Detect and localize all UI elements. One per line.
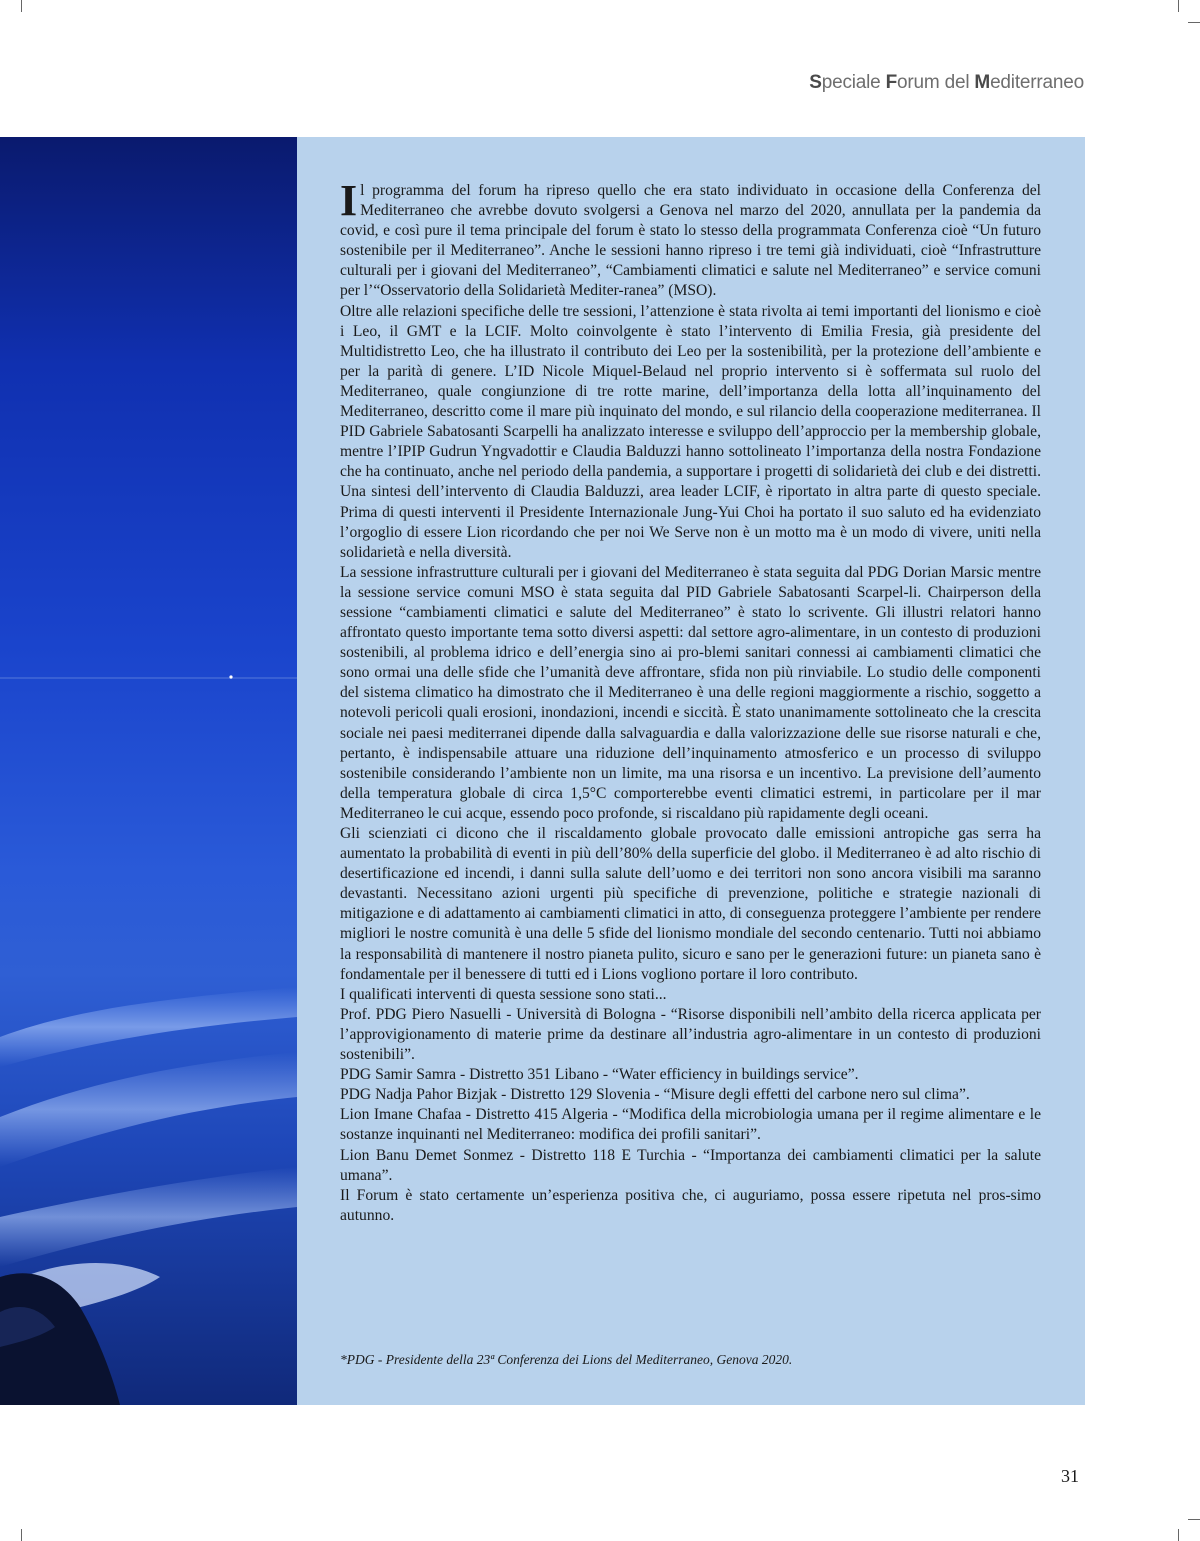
article-body [340, 176, 1041, 1226]
crop-mark [1178, 1529, 1179, 1541]
header-text: peciale [821, 72, 886, 93]
article-paragraph: Oltre alle relazioni specifiche delle tre sessioni, l’attenzione è stata rivolta ai temi importanti del lionismo e cioè i Leo, il GMT e la LCIF. Molto coinvolgente è stato l’intervento di Emilia Fresia, già presidente del Multidistretto Leo, che ha illustrato il contributo dei Leo per la sostenibilità, per la protezione dell’ambiente e per la parità di genere. L’ID Nicole Miquel-Belaud nel proprio intervento si è soffermata sul ruolo del Mediterraneo, quale congiunzione di tre rotte marine, dell’importanza della lotta all’inquinamento del Mediterraneo, descritto come il mare più inquinato del mondo, e sul rilancio della cooperazione mediterranea. Il PID Gabriele Sabatosanti Scarpelli ha analizzato interesse e sviluppo dell’approccio per la membership globale, mentre l’IPIP Gudrun Yngvadottir e Claudia Balduzzi hanno sottolineato l’importanza della nostra Fondazione che ha continuato, anche nel periodo della pandemia, a supportare i progetti di solidarietà dei club e dei distretti. Una sintesi dell’intervento di Claudia Balduzzi, area leader LCIF, è riportato in altra parte di questo speciale. Prima di questi interventi il Presidente Internazionale Jung-Yui Choi ha portato il suo saluto ed ha evidenziato l’orgoglio di essere Lion ricordando che per noi We Serve non è un motto ma è un modo di vivere, uniti nella solidarietà e nella diversità. [340, 302, 1041, 561]
speaker-entry: PDG Samir Samra - Distretto 351 Libano - “Water efficiency in buildings service”. [340, 1066, 859, 1084]
header-cap: F [885, 72, 898, 93]
running-header [809, 72, 1084, 94]
article-paragraph: La sessione infrastrutture culturali per i giovani del Mediterraneo è stata seguita dal PDG Dorian Marsic mentre la sessione service comuni MSO è stata seguita dal PID Gabriele Sabatosanti Scarpel-li. Chairperson della sessione “cambiamenti climatici e salute del Mediterraneo” è stato lo scrivente. Gli illustri relatori hanno affrontato questo importante tema sotto diversi aspetti: dal settore agro-alimentare, in un contesto di produzioni sostenibili, al problema idrico e dell’energia sino ai pro-blemi sanitari connessi ai cambiamenti climatici che sono ormai una delle sfide che l’umanità deve affrontare, sfida non più rinviabile. Lo studio delle componenti del sistema climatico ha dimostrato che il Mediterraneo è una delle regioni maggiormente a rischio, soggetto a notevoli pericoli quali erosioni, inondazioni, incendi e siccità. È stato unanimamente sottolineato che la crescita sociale nei paesi mediterranei dipende dalla salvaguardia e dalla valorizzazione delle sue risorse naturali e che, pertanto, è indispensabile attuare una riduzione dell’inquinamento atmosferico e un processo di sviluppo sostenibile considerando l’ambiente non un limite, ma una risorsa e un incentivo. La previsione dell’aumento della temperatura globale di circa 1,5°C comporterebbe eventi climatici estremi, in particolare per il mar Mediterraneo le cui acque, essendo poco profonde, si riscaldano più rapidamente degli oceani. [340, 563, 1041, 822]
article-paragraph: Il Forum è stato certamente un’esperienza positiva che, ci auguriamo, possa essere ripetuta nel pros-simo autunno. [340, 1186, 1041, 1224]
speaker-entry: PDG Nadja Pahor Bizjak - Distretto 129 Slovenia - “Misure degli effetti del carbone nero sul clima”. [340, 1086, 970, 1104]
crop-mark [21, 0, 22, 12]
speaker-entry: Lion Imane Chafaa - Distretto 415 Algeria - “Modifica della microbiologia umana per il regime alimentare e le sostanze inquinanti nel Mediterraneo: modifica dei profili sanitari”. [340, 1106, 1041, 1144]
crop-mark [1188, 22, 1200, 23]
paragraph-text: l programma del forum ha ripreso quello che era stato individuato in occasione della Conferenza del Mediterraneo che avrebbe dovuto svolgersi a Genova nel marzo del 2020, annullata per la pandemia da covid, e così pure il tema principale del forum è stato lo stesso della programmata Conferenza cioè “Un futuro sostenibile per il Mediterraneo”. Anche le sessioni hanno ripreso i tre temi già individuati, cioè “Infrastrutture culturali per i giovani del Mediterraneo”, “Cambiamenti climatici e salute nel Mediterraneo” e service comuni per l’“Osservatorio della Solidarietà Mediter-ranea” (MSO). [340, 182, 1041, 300]
crop-mark [1178, 0, 1179, 12]
page-number: 31 [1061, 1466, 1079, 1486]
author-footnote: *PDG - Presidente della 23ª Conferenza dei Lions del Mediterraneo, Genova 2020. [340, 1352, 793, 1367]
header-text: orum del [897, 72, 975, 93]
header-cap: M [974, 72, 991, 93]
sea-photo [0, 137, 297, 1405]
crop-mark [21, 1529, 22, 1541]
speaker-entry: Prof. PDG Piero Nasuelli - Università di Bologna - “Risorse disponibili nell’ambito della ricerca applicata per l’approvigionamento di materie prime da destinare all’industria agro-alimentare in un contesto di produzioni sostenibili”. [340, 1005, 1041, 1064]
article-paragraph: Gli scienziati ci dicono che il riscaldamento globale provocato dalle emissioni antropiche gas serra ha aumentato la probabilità di eventi in più dell’80% della superficie del globo. il Mediterraneo è ad alto rischio di desertificazione ed incendi, i danni sulla salute dell’uomo e dei territori non sono ancora visibili ma saranno devastanti. Necessitano azioni urgenti più specifiche di prevenzione, politiche e strategie nazionali di mitigazione e di adattamento ai cambiamenti climatici in atto, di conseguenza proteggere l’ambiente per rendere migliori le nostre comunità è una delle 5 sfide del lionismo mondiale del secondo centenario. Tutti noi abbiamo la responsabilità di mantenere il nostro pianeta pulito, sicuro e sano per le generazioni future: un pianeta sano è fondamentale per il benessere di tutti ed i Lions vogliono portare il loro contributo. [340, 825, 1041, 983]
speaker-entry: Lion Banu Demet Sonmez - Distretto 118 E Turchia - “Importanza dei cambiamenti climatici per la salute umana”. [340, 1146, 1041, 1184]
sea-photo-art [0, 137, 297, 1405]
drop-cap: I [340, 176, 358, 225]
article-paragraph [340, 176, 1041, 302]
crop-mark [1188, 1519, 1200, 1520]
header-cap: S [809, 72, 822, 93]
article-paragraph: I qualificati interventi di questa sessione sono stati... [340, 985, 667, 1003]
header-text: editerraneo [990, 72, 1084, 93]
